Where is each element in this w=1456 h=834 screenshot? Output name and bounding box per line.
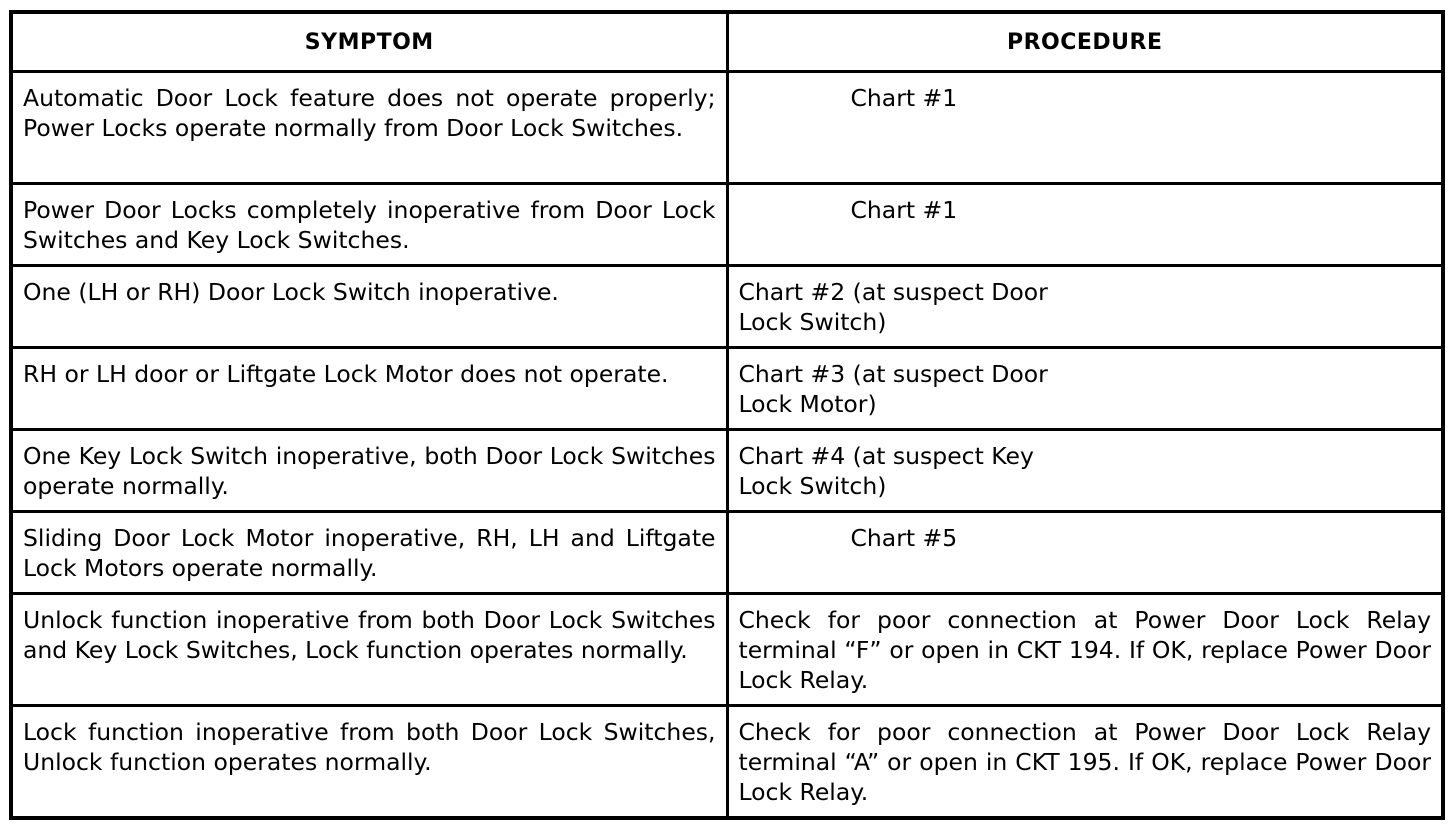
table-row bbox=[11, 184, 1443, 266]
procedure-column-header: PROCEDURE bbox=[727, 12, 1443, 72]
table-row bbox=[11, 430, 1443, 512]
procedure-line: Chart #5 bbox=[850, 524, 958, 552]
procedure-text bbox=[729, 185, 1442, 225]
table-row bbox=[11, 72, 1443, 184]
symptom-cell bbox=[11, 430, 727, 512]
procedure-line: Chart #1 bbox=[850, 84, 958, 112]
symptom-cell bbox=[11, 266, 727, 348]
procedure-cell bbox=[727, 594, 1443, 706]
table-row bbox=[11, 266, 1443, 348]
procedure-line: Lock Switch) bbox=[738, 472, 887, 500]
procedure-text bbox=[729, 267, 1442, 337]
procedure-text: Check for poor connection at Power Door Lock Relay terminal “F” or open in CKT 194. If OK, replace Power Door Lock Relay. bbox=[738, 606, 1431, 694]
symptom-procedure-table bbox=[9, 10, 1445, 820]
symptom-text: Automatic Door Lock feature does not operate properly; Power Locks operate normally from Door Lock Switches. bbox=[23, 84, 716, 142]
procedure-text: Check for poor connection at Power Door Lock Relay terminal “A” or open in CKT 195. If OK, replace Power Door Lock Relay. bbox=[738, 718, 1431, 806]
procedure-line: Chart #1 bbox=[850, 196, 958, 224]
symptom-text: Sliding Door Lock Motor inoperative, RH, LH and Liftgate Lock Motors operate normally. bbox=[23, 524, 716, 582]
procedure-cell bbox=[727, 72, 1443, 184]
symptom-column-header: SYMPTOM bbox=[11, 12, 727, 72]
procedure-text bbox=[729, 349, 1442, 419]
procedure-cell bbox=[727, 430, 1443, 512]
procedure-line: Lock Motor) bbox=[738, 390, 877, 418]
symptom-text: Unlock function inoperative from both Door Lock Switches and Key Lock Switches, Lock function operates normally. bbox=[23, 606, 716, 664]
symptom-cell bbox=[11, 184, 727, 266]
symptom-text: One (LH or RH) Door Lock Switch inoperative. bbox=[23, 278, 559, 306]
table-row bbox=[11, 594, 1443, 706]
symptom-text: One Key Lock Switch inoperative, both Door Lock Switches operate normally. bbox=[23, 442, 716, 500]
symptom-cell bbox=[11, 348, 727, 430]
procedure-cell bbox=[727, 184, 1443, 266]
procedure-cell bbox=[727, 266, 1443, 348]
procedure-cell bbox=[727, 512, 1443, 594]
symptom-cell bbox=[11, 72, 727, 184]
procedure-line: Chart #2 (at suspect Door bbox=[738, 278, 1048, 306]
symptom-text: RH or LH door or Liftgate Lock Motor does not operate. bbox=[23, 360, 669, 388]
table-row bbox=[11, 348, 1443, 430]
procedure-line: Chart #3 (at suspect Door bbox=[738, 360, 1048, 388]
symptom-cell bbox=[11, 512, 727, 594]
procedure-cell bbox=[727, 348, 1443, 430]
table-row bbox=[11, 706, 1443, 818]
symptom-cell bbox=[11, 594, 727, 706]
procedure-text bbox=[729, 73, 1442, 113]
procedure-text bbox=[729, 431, 1442, 501]
table-header-row bbox=[11, 12, 1443, 72]
procedure-line: Lock Switch) bbox=[738, 308, 887, 336]
symptom-cell bbox=[11, 706, 727, 818]
procedure-text bbox=[729, 513, 1442, 553]
symptom-text: Power Door Locks completely inoperative from Door Lock Switches and Key Lock Switches. bbox=[23, 196, 716, 254]
table-row bbox=[11, 512, 1443, 594]
procedure-line: Chart #4 (at suspect Key bbox=[738, 442, 1034, 470]
symptom-text: Lock function inoperative from both Door Lock Switches, Unlock function operates normally. bbox=[23, 718, 716, 776]
procedure-cell bbox=[727, 706, 1443, 818]
